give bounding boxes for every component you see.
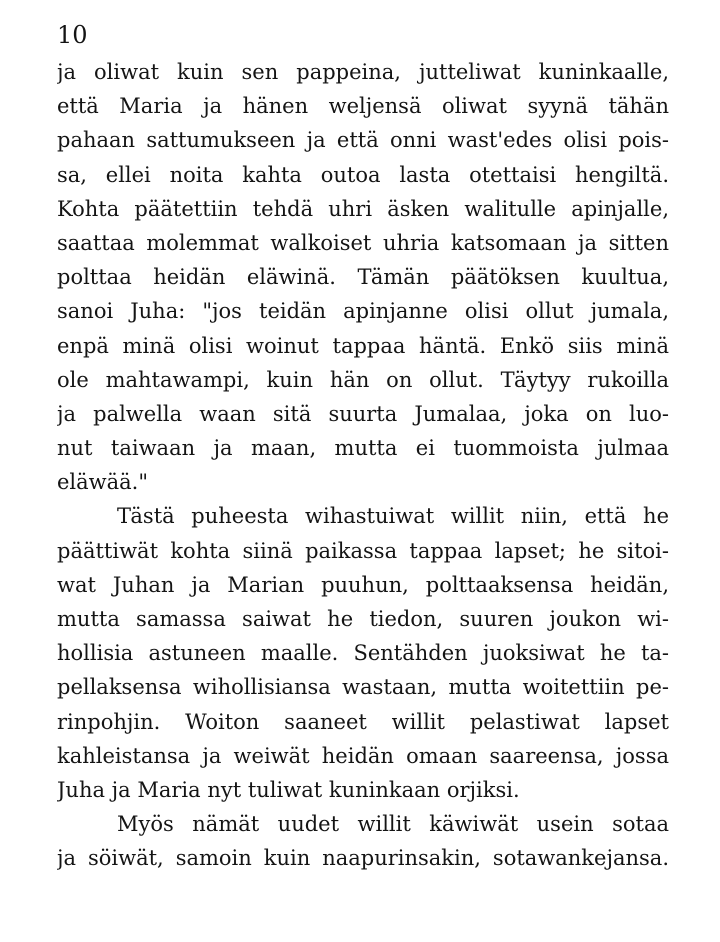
text-line: rinpohjin. Woiton saaneet willit pelastiwat lapset	[57, 709, 669, 734]
text-line: pahaan sattumukseen ja että onni wast'edes olisi pois-	[57, 128, 669, 153]
text-line: hollisia astuneen maalle. Sentähden juoksiwat he ta-	[57, 641, 669, 666]
text-line: mutta samassa saiwat he tiedon, suuren joukon wi-	[57, 607, 669, 631]
text-line: päättiwät kohta siinä paikassa tappaa lapset; he sitoi-	[57, 538, 669, 563]
text-line: pellaksensa wihollisiansa wastaan, mutta woitettiin pe-	[57, 675, 669, 700]
text-line: wat Juhan ja Marian puuhun, polttaaksensa heidän,	[57, 572, 669, 597]
text-line: ole mahtawampi, kuin hän on ollut. Täytyy rukoilla	[57, 367, 669, 392]
body-text	[57, 55, 669, 876]
text-line: ja palwella waan sitä suurta Jumalaa, joka on luo-	[57, 401, 669, 426]
text-line: ja söiwät, samoin kuin naapurinsakin, sotawankejansa.	[57, 846, 669, 871]
text-line: enpä minä olisi woinut tappaa häntä. Enkö siis minä	[57, 333, 669, 358]
page-number: 10	[57, 21, 88, 49]
text-line: polttaa heidän eläwinä. Tämän päätöksen kuultua,	[57, 265, 669, 290]
paragraph-start-line: Myös nämät uudet willit käwiwät usein sotaa	[117, 812, 669, 837]
paragraph-start-line: Tästä puheesta wihastuiwat willit niin, että he	[117, 504, 669, 529]
text-line: Juha ja Maria nyt tuliwat kuninkaan orjiksi.	[57, 777, 520, 802]
text-line: ja oliwat kuin sen pappeina, jutteliwat kuninkaalle,	[57, 60, 669, 84]
text-line: kahleistansa ja weiwät heidän omaan saareensa, jossa	[57, 743, 669, 768]
text-line: Kohta päätettiin tehdä uhri äsken walitulle apinjalle,	[57, 196, 669, 221]
text-line: sa, ellei noita kahta outoa lasta otettaisi hengiltä.	[57, 162, 669, 187]
text-line: sanoi Juha: "jos teidän apinjanne olisi ollut jumala,	[57, 299, 669, 324]
text-line: nut taiwaan ja maan, mutta ei tuommoista julmaa	[57, 436, 669, 461]
text-line: että Maria ja hänen weljensä oliwat syynä tähän	[57, 94, 669, 119]
text-line: saattaa molemmat walkoiset uhria katsomaan ja sitten	[57, 230, 669, 255]
text-line: eläwää."	[57, 470, 149, 495]
